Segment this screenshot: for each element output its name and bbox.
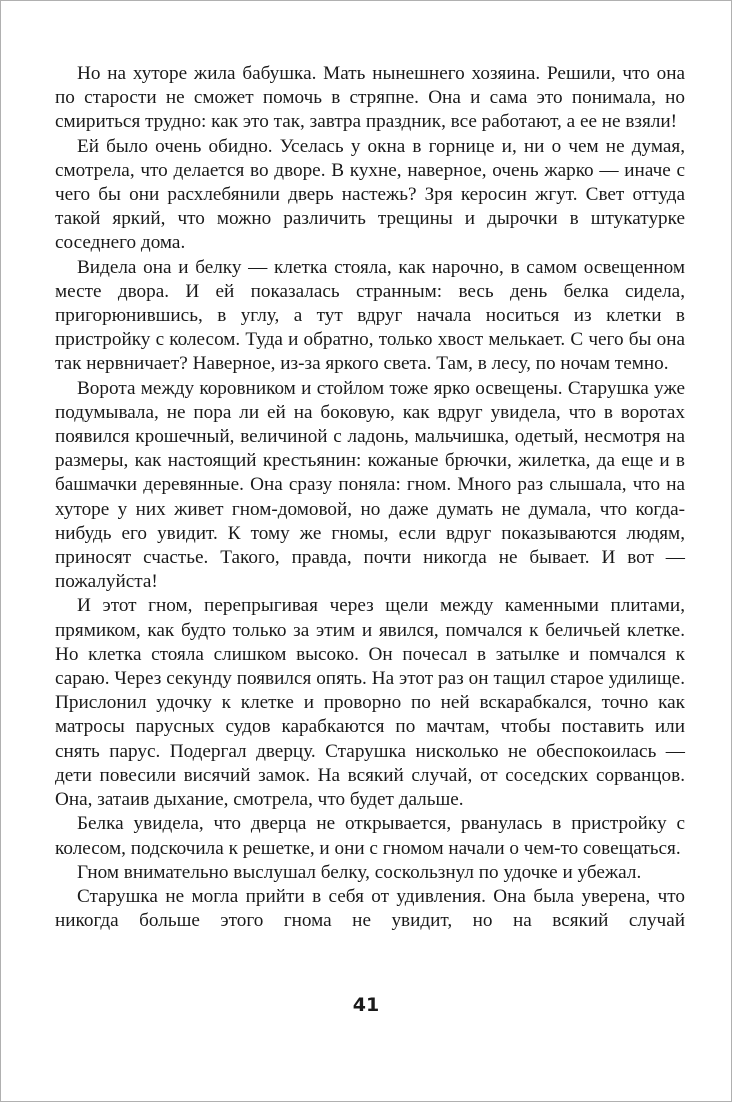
paragraph: Ворота между коровником и стойлом тоже ярко освещены. Старушка уже подумывала, не пора ли ей на боковую, как вдруг увидела, что в воротах появился крошечный, величиной с ладонь, мальчишка, одетый, несмотря на размеры, как настоящий крестьянин: кожаные брючки, жилетка, да еще и в башмачки деревянные. Она сразу поняла: гном. Много раз слышала, что на хуторе у них живет гном-домовой, но даже думать не думала, что когда-нибудь его увидит. К тому же гномы, если вдруг показываются людям, приносят счастье. Такого, правда, почти никогда не бывает. И вот — пожалуйста!: [55, 377, 685, 593]
paragraph: Но на хуторе жила бабушка. Мать нынешнего хозяина. Решили, что она по старости не сможет помочь в стряпне. Она и сама это понимала, но смириться трудно: как это так, завтра праздник, все работают, а ее не взяли!: [55, 63, 685, 133]
paragraph: Ей было очень обидно. Уселась у окна в горнице и, ни о чем не думая, смотрела, что делается во дворе. В кухне, наверное, очень жарко — иначе с чего бы они расхлебянили дверь настежь? Зря керосин жгут. Свет оттуда такой яркий, что можно различить трещины и дырочки в штукатурке соседнего дома.: [55, 135, 685, 254]
page-number: 41: [352, 994, 380, 1016]
paragraph: Гном внимательно выслушал белку, соскользнул по удочке и убежал.: [77, 861, 642, 883]
body-text: [55, 62, 685, 933]
paragraph: Видела она и белку — клетка стояла, как нарочно, в самом освещенном месте двора. И ей показалась странным: весь день белка сидела, пригорюнившись, в углу, а тут вдруг начала носиться из клетки в пристройку с колесом. Туда и обратно, только хвост мелькает. С чего бы она так нервничает? Наверное, из-за яркого света. Там, в лесу, по ночам темно.: [55, 256, 685, 375]
paragraph: И этот гном, перепрыгивая через щели между каменными плитами, прямиком, как будто только за этим и явился, помчался к беличьей клетке. Но клетка стояла слишком высоко. Он почесал в затылке и помчался к сараю. Через секунду появился опять. На этот раз он тащил старое удилище. Прислонил удочку к клетке и проворно по ней вскарабкался, точно как матросы парусных судов карабкаются по мачтам, чтобы поставить или снять парус. Подергал дверцу. Старушка нисколько не обеспокоилась — дети повесили висячий замок. На всякий случай, от соседских сорванцов. Она, затаив дыхание, смотрела, что будет дальше.: [55, 595, 685, 811]
paragraph: Белка увидела, что дверца не открывается, рванулась в пристройку с колесом, подскочила к решетке, и они с гномом начали о чем-то совещаться.: [55, 813, 685, 859]
paragraph: Старушка не могла прийти в себя от удивления. Она была уверена, что никогда больше этого гнома не увидит, но на всякий случай: [55, 885, 685, 932]
